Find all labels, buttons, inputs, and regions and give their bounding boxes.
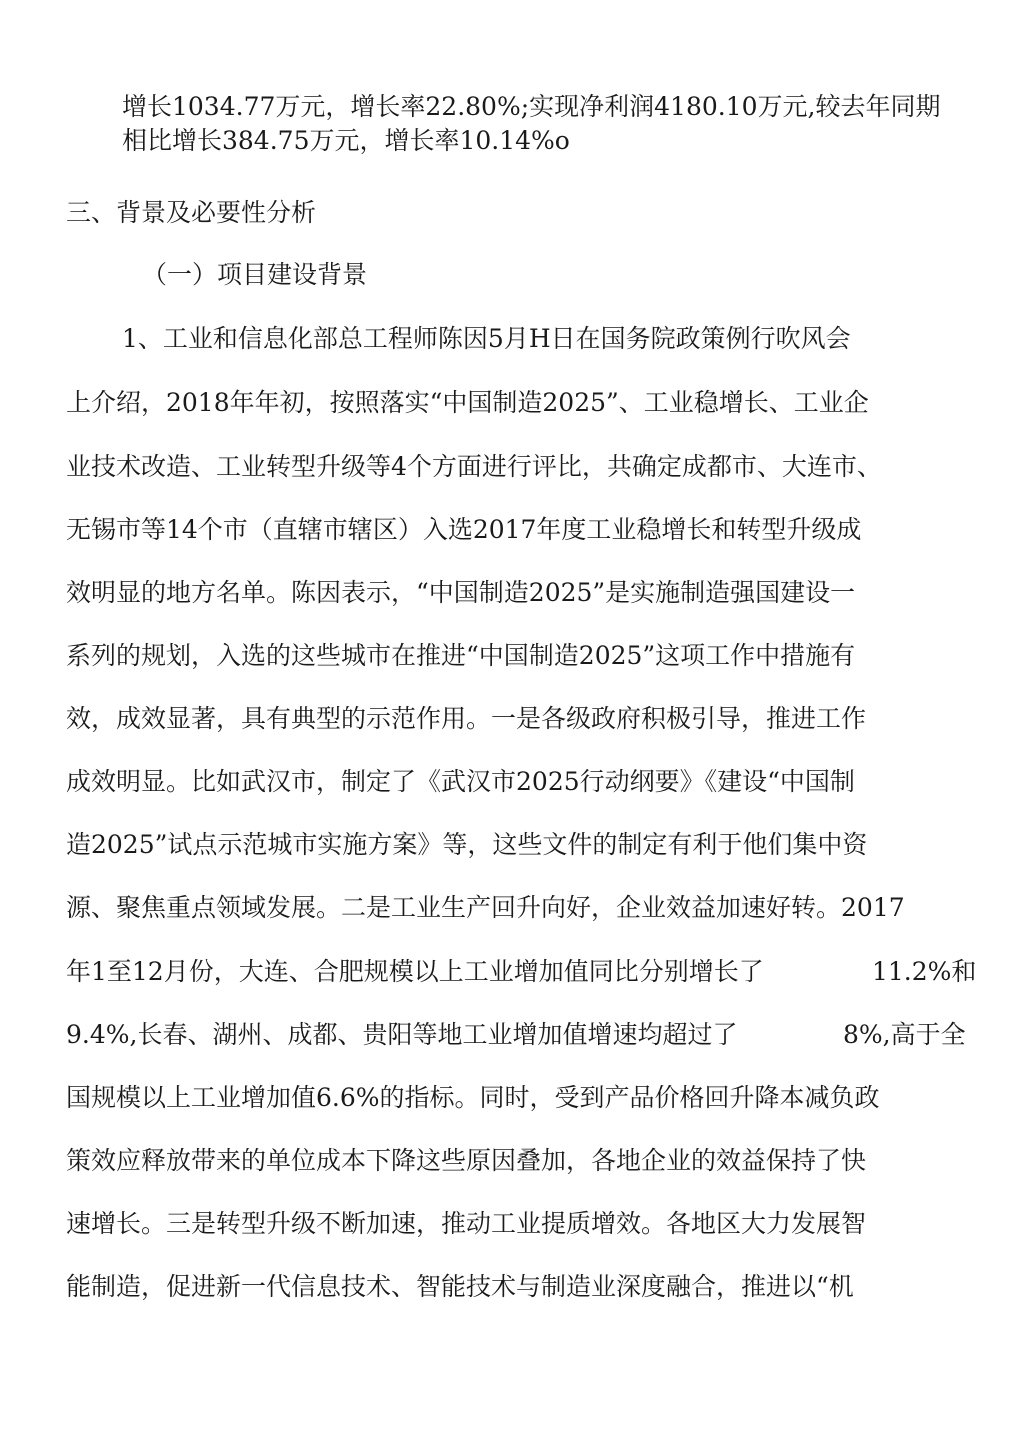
split-line-1-left: 年1至12月份，大连、合肥规模以上工业增加值同比分别增长了	[66, 957, 764, 986]
body-line-7: 效，成效显著，具有典型的示范作用。一是各级政府积极引导，推进工作	[66, 704, 867, 733]
body-line-3: 业技术改造、工业转型升级等4个方面进行评比，共确定成都市、大连市、	[66, 452, 882, 481]
body-line-9: 造2025”试点示范城市实施方案》等，这些文件的制定有利于他们集中资	[66, 830, 868, 859]
tail-line-2: 策效应释放带来的单位成本下降这些原因叠加，各地企业的效益保持了快	[66, 1146, 867, 1175]
body-line-5: 效明显的地方名单。陈因表示，“中国制造2025”是实施制造强国建设一	[66, 578, 856, 607]
split-line-2-left: 9.4%,长春、湖州、成都、贵阳等地工业增加值增速均超过了	[66, 1020, 738, 1049]
body-line-10: 源、聚焦重点领域发展。二是工业生产回升向好，企业效益加速好转。2017	[66, 893, 905, 922]
tail-line-1: 国规模以上工业增加值6.6%的指标。同时，受到产品价格回升降本减负政	[66, 1083, 880, 1112]
body-line-2: 上介绍，2018年年初，按照落实“中国制造2025”、工业稳增长、工业企	[66, 388, 869, 417]
subsection-heading: （一）项目建设背景	[142, 260, 368, 289]
body-line-6: 系列的规划，入选的这些城市在推进“中国制造2025”这项工作中措施有	[66, 641, 856, 670]
tail-line-3: 速增长。三是转型升级不断加速，推动工业提质增效。各地区大力发展智	[66, 1209, 867, 1238]
tail-line-4: 能制造，促进新一代信息技术、智能技术与制造业深度融合，推进以“机	[66, 1272, 854, 1301]
intro-line-1: 增长1034.77万元，增长率22.80%;实现净利润4180.10万元,较去年同期	[122, 92, 941, 121]
section-heading: 三、背景及必要性分析	[66, 198, 317, 227]
split-line-1-right: 11.2%和	[872, 957, 977, 986]
body-line-8: 成效明显。比如武汉市，制定了《武汉市2025行动纲要》《建设“中国制	[66, 767, 855, 796]
body-line-4: 无锡市等14个市（直辖市辖区）入选2017年度工业稳增长和转型升级成	[66, 515, 862, 544]
split-line-2-right: 8%,高于全	[843, 1020, 966, 1049]
body-line-1: 1、工业和信息化部总工程师陈因5月H日在国务院政策例行吹风会	[122, 324, 851, 353]
intro-line-2: 相比增长384.75万元，增长率10.14%o	[122, 126, 570, 155]
